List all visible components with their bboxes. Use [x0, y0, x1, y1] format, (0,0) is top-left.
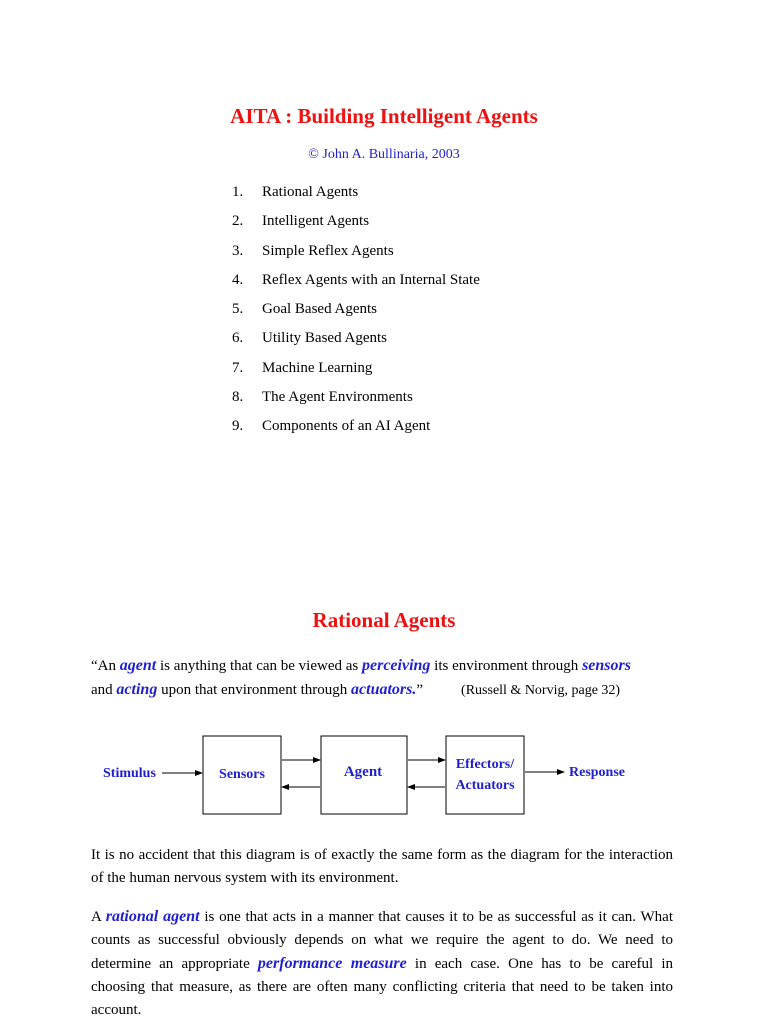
- toc-label: The Agent Environments: [262, 389, 413, 406]
- table-of-contents: [232, 182, 480, 446]
- toc-label: Rational Agents: [262, 184, 359, 200]
- agent-box: [321, 736, 407, 814]
- quote-text: its environment through: [430, 658, 583, 674]
- toc-number: 8.: [232, 389, 244, 406]
- toc-number: 5.: [232, 301, 244, 318]
- toc-number: 1.: [232, 184, 244, 200]
- paragraph-text: in each case. One has to be careful in choosing that measure, as there are often many conflicting criteria that need to be taken into account.: [91, 956, 673, 1018]
- toc-label: Goal Based Agents: [262, 301, 377, 318]
- copyright-line: © John A. Bullinaria, 2003: [308, 147, 460, 162]
- keyword-sensors: sensors: [582, 657, 631, 674]
- paragraph-text: A: [91, 909, 106, 925]
- toc-item: [232, 270, 480, 299]
- toc-label: Intelligent Agents: [262, 213, 370, 230]
- keyword-agent: agent: [119, 657, 157, 674]
- quote-text: upon that environment through: [157, 682, 352, 698]
- toc-item: [232, 358, 480, 387]
- stimulus-label: Stimulus: [103, 766, 156, 781]
- keyword-acting: acting: [116, 681, 158, 698]
- quote-text: and: [91, 682, 117, 698]
- actuators-label: Actuators: [455, 778, 515, 793]
- toc-label: Machine Learning: [262, 359, 373, 376]
- paragraph-text: is one that acts in a manner that causes it to be as successful as it can. What counts as successful obviously depends on what we require the agent to do. We need to determine an appropriate: [91, 909, 673, 972]
- definition-quote: [91, 654, 691, 703]
- paragraph-diagram-note: It is no accident that this diagram is of exactly the same form as the diagram for the interaction of the human nervous system with its environment.: [91, 847, 673, 886]
- toc-item: [232, 182, 480, 211]
- toc-label: Utility Based Agents: [262, 330, 387, 347]
- toc-number: 9.: [232, 418, 244, 435]
- citation: (Russell & Norvig, page 32): [461, 683, 621, 698]
- quote-text: “An: [91, 658, 120, 674]
- sensors-label: Sensors: [219, 767, 265, 782]
- toc-item: [232, 328, 480, 357]
- toc-number: 3.: [232, 242, 244, 259]
- toc-number: 6.: [232, 330, 244, 347]
- quote-text: ”: [416, 682, 424, 698]
- keyword-actuators: actuators.: [351, 681, 417, 698]
- toc-number: 2.: [232, 213, 244, 230]
- effectors-label: Effectors/: [455, 757, 515, 772]
- toc-label: Components of an AI Agent: [262, 418, 431, 435]
- toc-label: Simple Reflex Agents: [262, 242, 394, 259]
- toc-item: [232, 241, 480, 270]
- quote-text: is anything that can be viewed as: [156, 658, 362, 674]
- keyword-perceiving: perceiving: [361, 657, 431, 674]
- keyword-performance-measure: performance measure: [257, 955, 407, 972]
- agent-label: Agent: [343, 764, 383, 780]
- toc-item: [232, 299, 480, 328]
- paragraph-rational-agent: [91, 905, 673, 1022]
- response-label: Response: [569, 765, 626, 780]
- section-heading: Rational Agents: [312, 608, 456, 632]
- toc-number: 7.: [232, 359, 244, 376]
- toc-item: [232, 211, 480, 240]
- toc-label: Reflex Agents with an Internal State: [262, 271, 480, 288]
- effectors-box: [446, 736, 524, 814]
- sensors-box: [203, 736, 281, 814]
- page-title: AITA : Building Intelligent Agents: [230, 104, 538, 128]
- toc-item: [232, 416, 480, 445]
- toc-item: [232, 387, 480, 416]
- toc-number: 4.: [232, 271, 244, 288]
- keyword-rational-agent: rational agent: [105, 908, 200, 925]
